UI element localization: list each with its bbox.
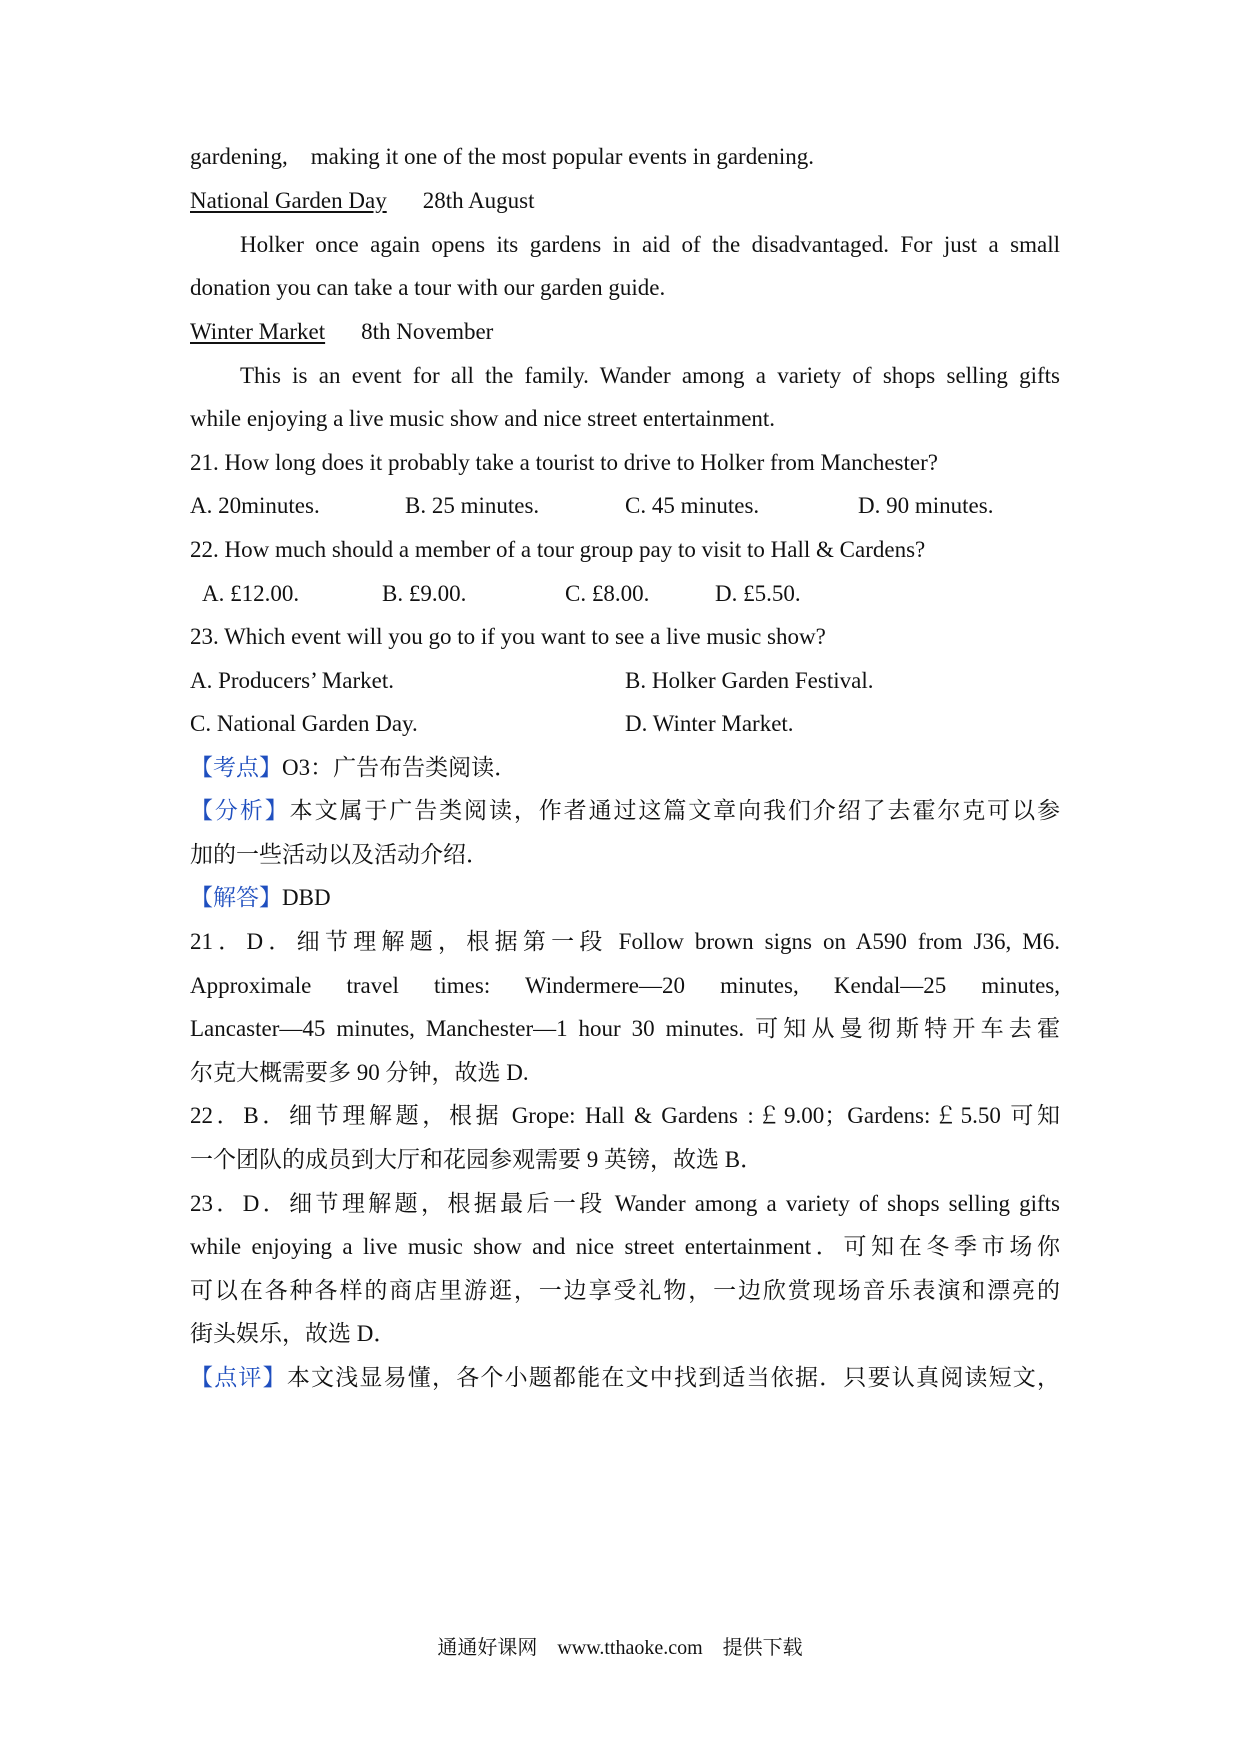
- answer-23-line: 23．D．细节理解题，根据最后一段 Wander among a variety of shops selling gifts: [190, 1191, 1060, 1216]
- fenxi-section: [190, 796, 1060, 826]
- event-heading-winter-market: [190, 317, 493, 347]
- answer-21-line: Approximale travel times: Windermere—20 minutes, Kendal—25 minutes,: [190, 973, 1060, 998]
- answer-23-line: while enjoying a live music show and nice street entertainment．可知在冬季市场你: [190, 1234, 1060, 1259]
- kaodian-tag: 【考点】: [190, 755, 282, 780]
- event-description-line: while enjoying a live music show and nice street entertainment.: [190, 406, 776, 431]
- option-a: A. Producers’ Market.: [190, 668, 394, 693]
- jieda-section: [190, 883, 331, 913]
- option-a: A. £12.00.: [202, 581, 300, 606]
- option-c: C. National Garden Day.: [190, 711, 418, 736]
- option-a: A. 20minutes.: [190, 493, 320, 518]
- dianping-tag: 【点评】: [190, 1365, 287, 1390]
- kaodian-text: O3：广告布告类阅读．: [282, 755, 518, 780]
- event-title: Winter Market: [190, 319, 326, 344]
- dianping-section: [190, 1363, 1060, 1393]
- option-c: C. 45 minutes.: [625, 493, 760, 518]
- option-d: D. £5.50.: [715, 581, 801, 606]
- answer-21-line: Lancaster—45 minutes, Manchester—1 hour 30 minutes. 可知从曼彻斯特开车去霍: [190, 1016, 1060, 1041]
- page-footer: 通通好课网 www.tthaoke.com 提供下载: [437, 1637, 803, 1659]
- question-21: 21. How long does it probably take a tourist to drive to Holker from Manchester?: [190, 450, 938, 475]
- event-heading-national-garden-day: [190, 186, 535, 216]
- jieda-tag: 【解答】: [190, 885, 282, 910]
- event-description-line: This is an event for all the family. Wander among a variety of shops selling gifts: [240, 363, 1060, 388]
- option-c: C. £8.00.: [565, 581, 650, 606]
- passage-continuation: gardening, making it one of the most popular events in gardening.: [190, 144, 815, 169]
- question-23: 23. Which event will you go to if you want to see a live music show?: [190, 624, 826, 649]
- answer-21-line: 21．D．细节理解题，根据第一段 Follow brown signs on A590 from J36, M6.: [190, 929, 1060, 954]
- option-d: D. 90 minutes.: [858, 493, 994, 518]
- question-23-options-row1: [190, 666, 1190, 696]
- question-21-options: [190, 491, 1190, 521]
- answer-23-line: 街头娱乐，故选 D．: [190, 1321, 397, 1346]
- fenxi-tag: 【分析】: [190, 798, 290, 823]
- question-22-options: [190, 579, 1190, 609]
- question-22: 22. How much should a member of a tour group pay to visit to Hall & Cardens?: [190, 537, 926, 562]
- dianping-text: 本文浅显易懂，各个小题都能在文中找到适当依据．只要认真阅读短文，: [286, 1365, 1061, 1390]
- answer-22-line: 22．B．细节理解题，根据 Grope: Hall & Gardens :￡9.00；Gardens:￡5.50 可知: [190, 1103, 1060, 1128]
- option-b: B. 25 minutes.: [405, 493, 540, 518]
- fenxi-text-line: 加的一些活动以及活动介绍．: [190, 842, 489, 867]
- answer-21-line: 尔克大概需要多 90 分钟，故选 D.: [190, 1060, 529, 1085]
- event-title: National Garden Day: [190, 188, 387, 213]
- question-23-options-row2: [190, 709, 1190, 739]
- event-date: 8th November: [361, 319, 494, 344]
- event-date: 28th August: [422, 188, 535, 213]
- option-d: D. Winter Market.: [625, 711, 794, 736]
- kaodian-section: [190, 753, 517, 783]
- answer-22-line: 一个团队的成员到大厅和花园参观需要 9 英镑，故选 B．: [190, 1147, 764, 1172]
- event-description-line: Holker once again opens its gardens in aid of the disadvantaged. For just a small: [240, 232, 1060, 257]
- fenxi-text: 本文属于广告类阅读，作者通过这篇文章向我们介绍了去霍尔克可以参: [289, 798, 1061, 823]
- option-b: B. Holker Garden Festival.: [625, 668, 874, 693]
- answer-23-line: 可以在各种各样的商店里游逛，一边享受礼物，一边欣赏现场音乐表演和漂亮的: [190, 1278, 1060, 1303]
- event-description-line: donation you can take a tour with our garden guide.: [190, 275, 666, 300]
- option-b: B. £9.00.: [382, 581, 467, 606]
- jieda-text: DBD: [282, 885, 331, 910]
